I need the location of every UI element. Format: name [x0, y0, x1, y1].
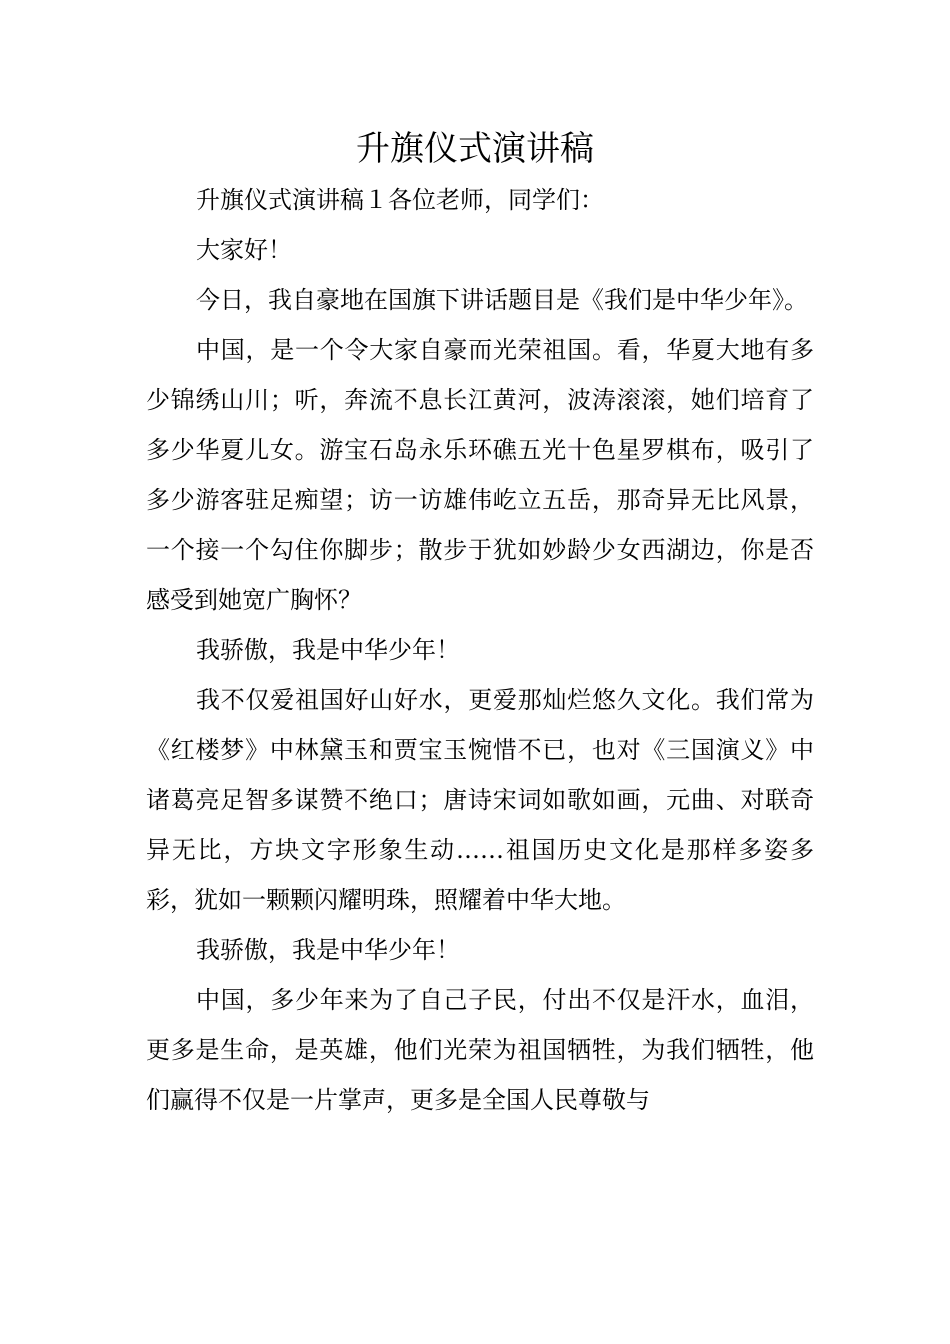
paragraph-motherland: 中国，是一个令大家自豪而光荣祖国。看，华夏大地有多少锦绣山川；听，奔流不息长江黄河，波涛滚滚，她们培育了多少华夏儿女。游宝石岛永乐环礁五光十色星罗棋布，吸引了多少游客驻足痴望；访一访雄伟屹立五岳，那奇异无比风景，一个接一个勾住你脚步；散步于犹如妙龄少女西湖边，你是否感受到她宽广胸怀？ [146, 336, 814, 614]
paragraph-topic: 今日，我自豪地在国旗下讲话题目是《我们是中华少年》。 [196, 286, 808, 314]
paragraph-proud-1: 我骄傲，我是中华少年！ [196, 636, 460, 664]
paragraph-hello: 大家好！ [196, 236, 292, 264]
paragraph-greeting: 升旗仪式演讲稿１各位老师，同学们： [196, 186, 604, 214]
paragraph-culture: 我不仅爱祖国好山好水，更爱那灿烂悠久文化。我们常为《红楼梦》中林黛玉和贾宝玉惋惜不已，也对《三国演义》中诸葛亮足智多谋赞不绝口；唐诗宋词如歌如画，元曲、对联奇异无比，方块文字形象生动……祖国历史文化是那样多姿多彩，犹如一颗颗闪耀明珠，照耀着中华大地。 [146, 686, 814, 914]
paragraph-proud-2: 我骄傲，我是中华少年！ [196, 936, 460, 964]
document-title: 升旗仪式演讲稿 [356, 129, 594, 169]
document-body [146, 175, 814, 1125]
paragraph-heroes: 中国，多少年来为了自己子民，付出不仅是汗水，血泪，更多是生命，是英雄，他们光荣为祖国牺牲，为我们牺牲，他们赢得不仅是一片掌声，更多是全国人民尊敬与 [146, 986, 814, 1114]
